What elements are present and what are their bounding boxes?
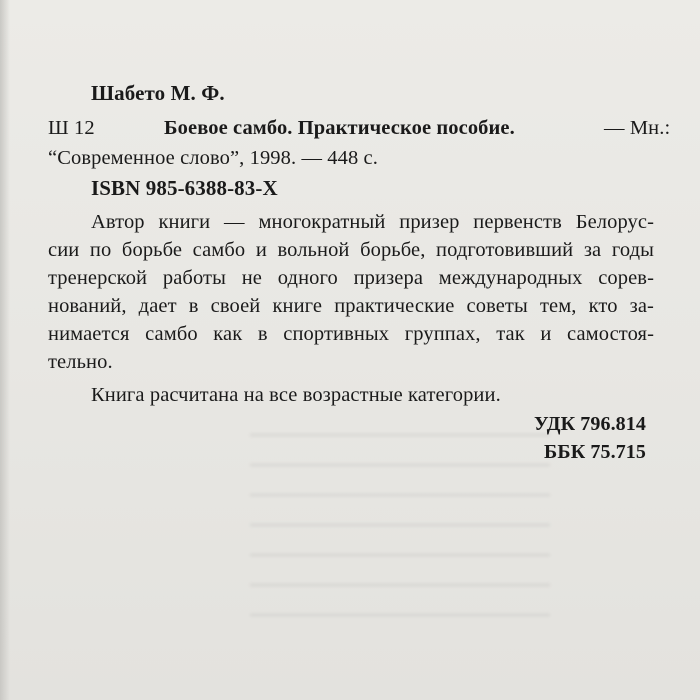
- udc-code: УДК 796.814: [533, 413, 646, 435]
- publisher-line: “Современное слово”, 1998. — 448 с.: [48, 147, 378, 169]
- audience-note: Книга расчитана на все возрастные категории.: [91, 384, 501, 406]
- bbk-code: ББК 75.715: [544, 441, 646, 463]
- annotation-line: тренерской работы не одного призера международных сорев-: [48, 267, 654, 289]
- author-name: Шабето М. Ф.: [91, 81, 225, 105]
- library-code: Ш 12: [48, 117, 95, 139]
- isbn: ISBN 985-6388-83-X: [91, 176, 278, 200]
- annotation-line: сии по борьбе самбо и вольной борьбе, подготовивший за годы: [48, 239, 654, 261]
- annotation-line: нований, дает в своей книге практические советы тем, кто за-: [48, 295, 654, 317]
- book-title: Боевое самбо. Практическое пособие.: [164, 117, 515, 139]
- page-edge-shadow: [0, 0, 10, 700]
- annotation-line: Автор книги — многократный призер первенств Белорус-: [91, 211, 654, 233]
- publication-place: — Мн.:: [604, 117, 671, 139]
- annotation-line: нимается самбо как в спортивных группах, так и самостоя-: [48, 323, 654, 345]
- annotation-line: тельно.: [48, 351, 113, 373]
- show-through-text: [250, 420, 550, 620]
